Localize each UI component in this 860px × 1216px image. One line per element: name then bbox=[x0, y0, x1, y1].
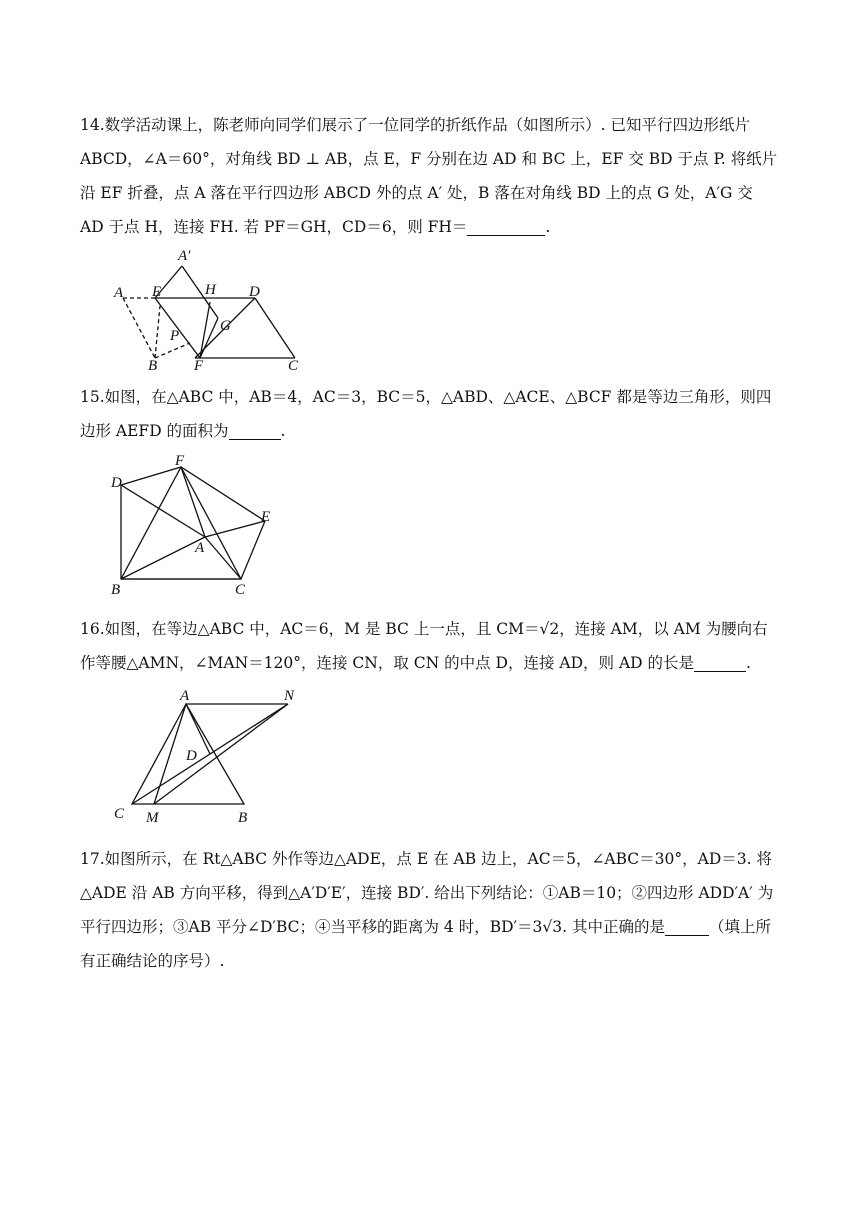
fig14-label-P: P bbox=[170, 328, 180, 344]
problem-16 bbox=[80, 612, 780, 680]
fig15-edge-AC bbox=[205, 537, 241, 579]
fig16-label-D: D bbox=[186, 748, 197, 764]
fig14-label-B: B bbox=[148, 358, 158, 374]
problem-17-text: 17.如图所示，在 Rt△ABC 外作等边△ADE，点 E 在 AB 边上，AC＝5，∠ABC＝30°，AD＝3. 将△ADE 沿 AB 方向平移，得到△A′D′E′，连接 BD′. 给出下列结论：①AB＝10；②四边形 ADD′A′ 为平行四边形；③AB 平分∠D′BC；④当平移的距离为 4 时，BD′＝3√3. 其中正确的是 （填上所有正确结论的序号）. bbox=[80, 850, 774, 970]
answer-blank-15[interactable] bbox=[229, 421, 281, 440]
fig15-label-D: D bbox=[111, 475, 122, 491]
problem-14-number: 14. bbox=[80, 116, 105, 134]
fig14-label-H: H bbox=[205, 282, 216, 298]
fig14-edge-AB bbox=[123, 298, 155, 358]
fig15-label-A: A bbox=[195, 540, 205, 556]
fig14-edge-BP bbox=[155, 343, 190, 358]
answer-blank-14[interactable] bbox=[467, 217, 545, 236]
problem-17 bbox=[80, 842, 780, 978]
fig14-edge-BE bbox=[155, 306, 160, 358]
fig16-edge-AD bbox=[186, 704, 210, 754]
problem-17-number: 17. bbox=[80, 850, 105, 868]
fig14-edge-HF bbox=[200, 302, 210, 358]
fig14-label-C: C bbox=[288, 358, 299, 374]
fig14-label-D: D bbox=[249, 284, 260, 300]
problem-14-text: 14.数学活动课上，陈老师向同学们展示了一位同学的折纸作品（如图所示）. 已知平行四边形纸片 ABCD，∠A＝60°，对角线 BD ⊥ AB，点 E，F 分别在边 AD 和 BC 上，EF 交 BD 于点 P. 将纸片沿 EF 折叠，点 A 落在平行四边形 ABCD 外的点 A′ 处，B 落在对角线 BD 上的点 G 处，A′G 交 AD 于点 H，连接 FH. 若 PF＝GH，CD＝6，则 FH＝ . bbox=[80, 116, 778, 236]
fig14-label-A: A bbox=[114, 285, 124, 301]
fig14-label-F: F bbox=[194, 358, 204, 374]
fig16-label-M: M bbox=[146, 810, 159, 826]
fig14-edge-DC bbox=[255, 298, 295, 358]
fig16-label-B: B bbox=[238, 810, 248, 826]
fig16-label-N: N bbox=[284, 688, 295, 704]
fig15-outline bbox=[121, 467, 265, 579]
problem-15 bbox=[80, 380, 780, 448]
answer-blank-16[interactable] bbox=[694, 653, 746, 672]
problem-14 bbox=[80, 108, 780, 244]
fig14-label-E: E bbox=[152, 284, 162, 300]
figure-15 bbox=[105, 455, 285, 597]
problem-16-number: 16. bbox=[80, 620, 105, 638]
problem-16-text: 16.如图，在等边△ABC 中，AC＝6，M 是 BC 上一点，且 CM＝√2，连接 AM，以 AM 为腰向右作等腰△AMN，∠MAN＝120°，连接 CN，取 CN 的中点 D，连接 AD，则 AD 的长是 . bbox=[80, 620, 768, 672]
fig16-label-C: C bbox=[114, 806, 125, 822]
fig15-edge-DA bbox=[121, 485, 205, 537]
fig14-label-Aprime: A′ bbox=[178, 248, 191, 264]
fig15-label-C: C bbox=[235, 582, 246, 597]
fig16-edge-MN bbox=[154, 704, 288, 804]
fig15-edge-BF bbox=[121, 467, 181, 579]
fig15-edge-FA bbox=[181, 467, 205, 537]
answer-blank-17[interactable] bbox=[665, 917, 709, 936]
fig15-label-E: E bbox=[261, 509, 271, 525]
problem-15-number: 15. bbox=[80, 388, 105, 406]
fig15-edge-BA bbox=[121, 537, 205, 579]
figure-16 bbox=[108, 684, 318, 826]
problem-15-text: 15.如图，在△ABC 中，AB＝4，AC＝3，BC＝5，△ABD、△ACE、△BCF 都是等边三角形，则四边形 AEFD 的面积为 . bbox=[80, 388, 772, 440]
fig15-label-B: B bbox=[111, 582, 121, 597]
fig15-edge-FC bbox=[181, 467, 241, 579]
fig14-label-G: G bbox=[220, 318, 231, 334]
fig15-label-F: F bbox=[175, 455, 185, 469]
figure-14 bbox=[110, 246, 310, 374]
fig16-label-A: A bbox=[180, 688, 190, 704]
